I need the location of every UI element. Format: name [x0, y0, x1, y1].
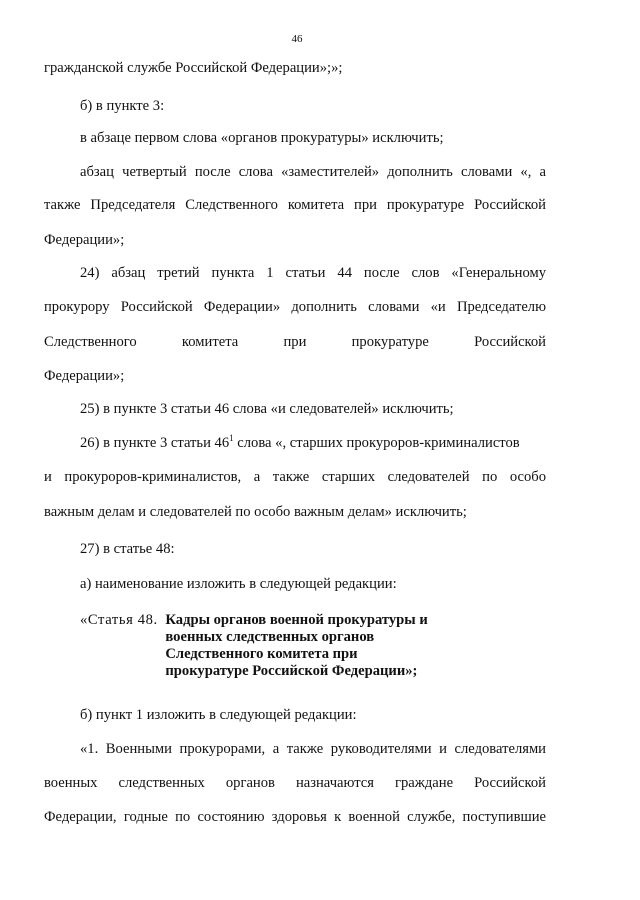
text-line: прокурору Российской Федерации» дополнить словами «и Председателю: [44, 299, 546, 315]
title-line: военных следственных органов: [165, 629, 375, 645]
article-heading: [80, 612, 428, 680]
text-line: 24) абзац третий пункта 1 статьи 44 после слов «Генеральному: [80, 265, 546, 281]
text-line: б) пункт 1 изложить в следующей редакции:: [80, 707, 357, 723]
article-title: [161, 612, 427, 680]
text-line: также Председателя Следственного комитета при прокуратуре Российской: [44, 197, 546, 213]
text-line: [80, 434, 546, 452]
text-line: Федерации»;: [44, 368, 125, 384]
text-line: абзац четвертый после слова «заместителей» дополнить словами «, а: [80, 164, 546, 180]
title-line: прокуратуре Российской Федерации»;: [165, 663, 418, 679]
text-line: Федерации, годные по состоянию здоровья к военной службе, поступившие: [44, 809, 546, 825]
line26-before: 26) в пункте 3 статьи 46: [80, 435, 230, 451]
text-line: важным делам и следователей по особо важным делам» исключить;: [44, 504, 467, 520]
title-line: Следственного комитета при: [165, 646, 358, 662]
title-line: Кадры органов военной прокуратуры и: [165, 612, 428, 628]
text-line: военных следственных органов назначаются граждане Российской: [44, 775, 546, 791]
superscript: 1: [229, 433, 234, 444]
text-line: в абзаце первом слова «органов прокуратуры» исключить;: [80, 130, 444, 146]
article-label: «Статья 48.: [80, 612, 158, 628]
text-line: и прокуроров-криминалистов, а также старших следователей по особо: [44, 469, 546, 485]
text-line: Следственного комитета при прокуратуре Российской: [44, 334, 546, 350]
line26-after: слова «, старших прокуроров-криминалистов: [233, 435, 520, 451]
text-line: б) в пункте 3:: [80, 98, 165, 114]
page-number: 46: [291, 33, 303, 45]
text-line: гражданской службе Российской Федерации»;»;: [44, 60, 343, 76]
text-line: 27) в статье 48:: [80, 541, 175, 557]
text-line: Федерации»;: [44, 232, 125, 248]
text-line: а) наименование изложить в следующей редакции:: [80, 576, 397, 592]
text-line: 25) в пункте 3 статьи 46 слова «и следователей» исключить;: [80, 401, 454, 417]
text-line: «1. Военными прокурорами, а также руководителями и следователями: [80, 741, 546, 757]
